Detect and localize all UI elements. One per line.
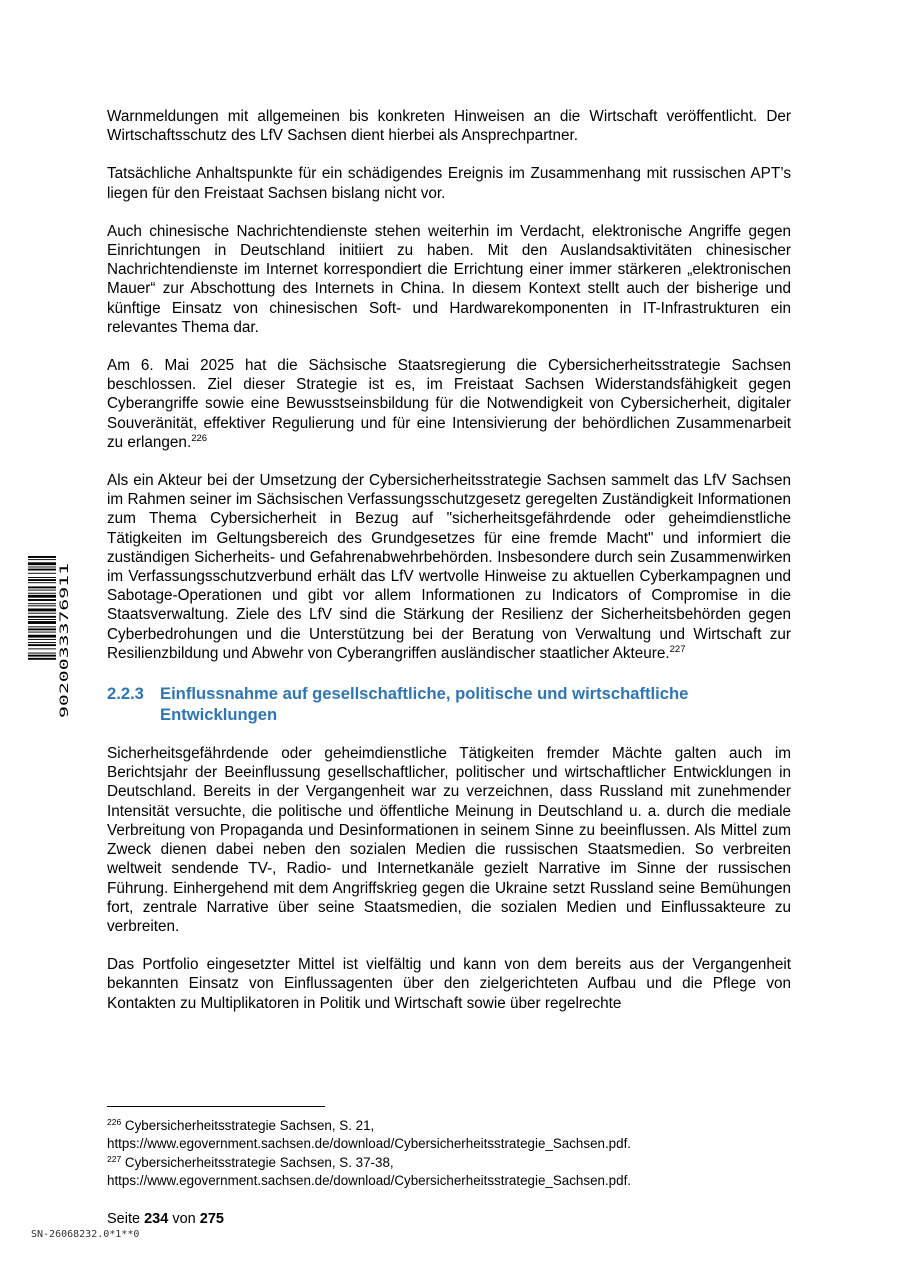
barcode-bar xyxy=(28,577,56,578)
paragraph: Auch chinesische Nachrichtendienste stehen weiterhin im Verdacht, elektronische Angriffe gegen Einrichtungen in Deutschland initiiert zu haben. Mit den Auslandsaktivitäten chinesischer Nachrichtendienste im Internet korrespondiert die Errichtung einer immer stärkeren „elektronischen Mauer“ zur Abschottung des Internets in China. In diesem Kontext stellt auch der bisherige und künftige Einsatz von chinesischen Soft- und Hardwarekomponenten in IT-Infrastrukturen ein relevantes Thema dar. xyxy=(107,222,791,336)
barcode-bar xyxy=(28,562,56,565)
barcode-bar xyxy=(28,655,56,657)
barcode-bar xyxy=(28,639,56,640)
footnote-ref-226[interactable]: 226 xyxy=(191,432,208,444)
barcode-bar xyxy=(28,621,56,624)
barcode-bar xyxy=(28,626,56,627)
section-heading xyxy=(107,683,791,725)
barcode-bar xyxy=(28,632,56,633)
barcode-bar xyxy=(28,642,56,643)
barcode-bar xyxy=(28,619,56,620)
footnote-link[interactable]: https://www.egovernment.sachsen.de/download/Cybersicherheitsstrategie_Sachsen.pdf. xyxy=(107,1136,632,1152)
barcode-bar xyxy=(28,590,56,591)
barcode-bar xyxy=(28,609,56,612)
barcode-bar xyxy=(28,573,56,574)
barcode-bar xyxy=(28,628,56,630)
barcode-bar xyxy=(28,599,56,601)
barcode-bar xyxy=(28,648,56,649)
barcode-bar xyxy=(28,593,56,594)
paragraph: Tatsächliche Anhaltspunkte für ein schädigendes Ereignis im Zusammenhang mit russischen APT’s liegen für den Freistaat Sachsen bislang nicht vor. xyxy=(107,165,791,202)
page-number: Seite 234 von 275 xyxy=(107,1211,224,1227)
barcode-bar xyxy=(28,603,56,604)
barcode-bar xyxy=(28,653,56,654)
paragraph: Sicherheitsgefährdende oder geheimdienstliche Tätigkeiten fremder Mächte galten auch im Berichtsjahr der Beeinflussung gesellschaftlicher, politischer und wirtschaftlicher Entwicklungen in Deutschland. Bereits in der Vergangenheit war zu verzeichnen, dass Russland mit zunehmender Intensität versuchte, die politische und öffentliche Meinung in Deutschland u. a. durch die mediale Verbreitung von Propaganda und Desinformationen in seinem Sinne zu beeinflussen. Als Mittel zum Zweck dienen dabei neben den sozialen Medien die russischen Staatsmedien. So verbreiten weltweit sendende TV-, Radio- und Internetkanäle gezielt Narrative im Sinne der russischen Führung. Einhergehend mit dem Angriffskrieg gegen die Ukraine setzt Russland seine Bemühungen fort, zentrale Narrative über seine Staatsmedien, die sozialen Medien und Einflussakteure zu verbreiten. xyxy=(107,745,791,935)
barcode-bar xyxy=(28,556,56,558)
barcode-bar xyxy=(28,579,56,581)
barcode-bar xyxy=(28,569,56,571)
barcode-image xyxy=(28,555,72,720)
section-title: Einflussnahme auf gesellschaftliche, politische und wirtschaftliche Entwicklungen xyxy=(160,684,689,725)
barcode-bar xyxy=(28,644,56,646)
footnote: $^{226}$ Cybersicherheitsstrategie Sachsen, S. 21, xyxy=(107,1117,375,1133)
document-id: SN-26068232.0*1**0 xyxy=(31,1229,140,1240)
barcode-bar xyxy=(28,635,56,638)
footnote-ref-227[interactable]: 227 xyxy=(669,643,686,655)
footnote: $^{227}$ Cybersicherheitsstrategie Sachsen, S. 37-38, xyxy=(107,1153,394,1170)
page-content xyxy=(107,107,791,1032)
barcode-bar xyxy=(28,613,56,614)
svg-text:9020033376911: 9020033376911 xyxy=(57,627,71,718)
section-number: 2.2.3 xyxy=(107,684,144,704)
paragraph: Das Portfolio eingesetzter Mittel ist vielfältig und kann von dem bereits aus der Vergangenheit bekannten Einsatz von Einflussagenten über den zielgerichteten Aufbau und die Pflege von Kontakten zu Multiplikatoren in Politik und Wirtschaft sowie über regelrechte xyxy=(107,956,791,1012)
footnote-link[interactable]: https://www.egovernment.sachsen.de/download/Cybersicherheitsstrategie_Sachsen.pdf. xyxy=(107,1172,632,1188)
barcode-bar xyxy=(28,658,56,660)
barcode-bar xyxy=(28,605,56,606)
paragraph: Als ein Akteur bei der Umsetzung der Cybersicherheitsstrategie Sachsen sammelt das LfV Sachsen im Rahmen seiner im Sächsischen Verfassungsschutzgesetz geregelten Zuständigkeit Informationen zum Thema Cybersicherheit in Bezug auf "sicherheitsgefährdende oder geheimdienstliche Tätigkeiten im Geltungsbereich des Grundgesetzes für eine fremde Macht" und informiert die zuständigen Sicherheits- und Gefahrenabwehrbehörden. Insbesondere durch sein Zusammenwirken im Verfassungsschutzverbund erhält das LfV wertvolle Hinweise zu aktuellen Cyberkampagnen und Sabotage-Operationen und gibt vor allem Informationen zu Indicators of Compromise in die Staatsverwaltung. Ziele des LfV sind die Stärkung der Resilienz der Sicherheitsbehörden gegen Cyberbedrohungen und die Unterstützung bei der Beratung von Verwaltung und Wirtschaft zur Resilienzbildung und Abwehr von Cyberangriffen ausländischer staatlicher Akteure.$^{227}$ xyxy=(107,472,791,662)
paragraph: Warnmeldungen mit allgemeinen bis konkreten Hinweisen an die Wirtschaft veröffentlicht. Der Wirtschaftsschutz des LfV Sachsen dient hierbei als Ansprechpartner. xyxy=(107,108,791,145)
barcode-bar xyxy=(28,586,56,588)
paragraph: Am 6. Mai 2025 hat die Sächsische Staatsregierung die Cybersicherheitsstrategie Sachsen beschlossen. Ziel dieser Strategie ist es, im Freistaat Sachsen Widerstandsfähigkeit gegen Cyberangriffe sowie eine Bewusstseinsbildung für die Notwendigkeit von Cybersicherheit, digitaler Souveränität, effektiver Regulierung und für eine Intensivierung der behördlichen Zusammenarbeit zu erlangen.$^{226}$ xyxy=(107,357,791,451)
footnotes xyxy=(107,1117,807,1190)
footnote-divider xyxy=(107,1106,325,1107)
barcode-bar xyxy=(28,559,56,560)
barcode-bar xyxy=(28,595,56,598)
barcode-bar xyxy=(28,616,56,618)
barcode-bar xyxy=(28,582,56,583)
barcode-bar xyxy=(28,567,56,568)
